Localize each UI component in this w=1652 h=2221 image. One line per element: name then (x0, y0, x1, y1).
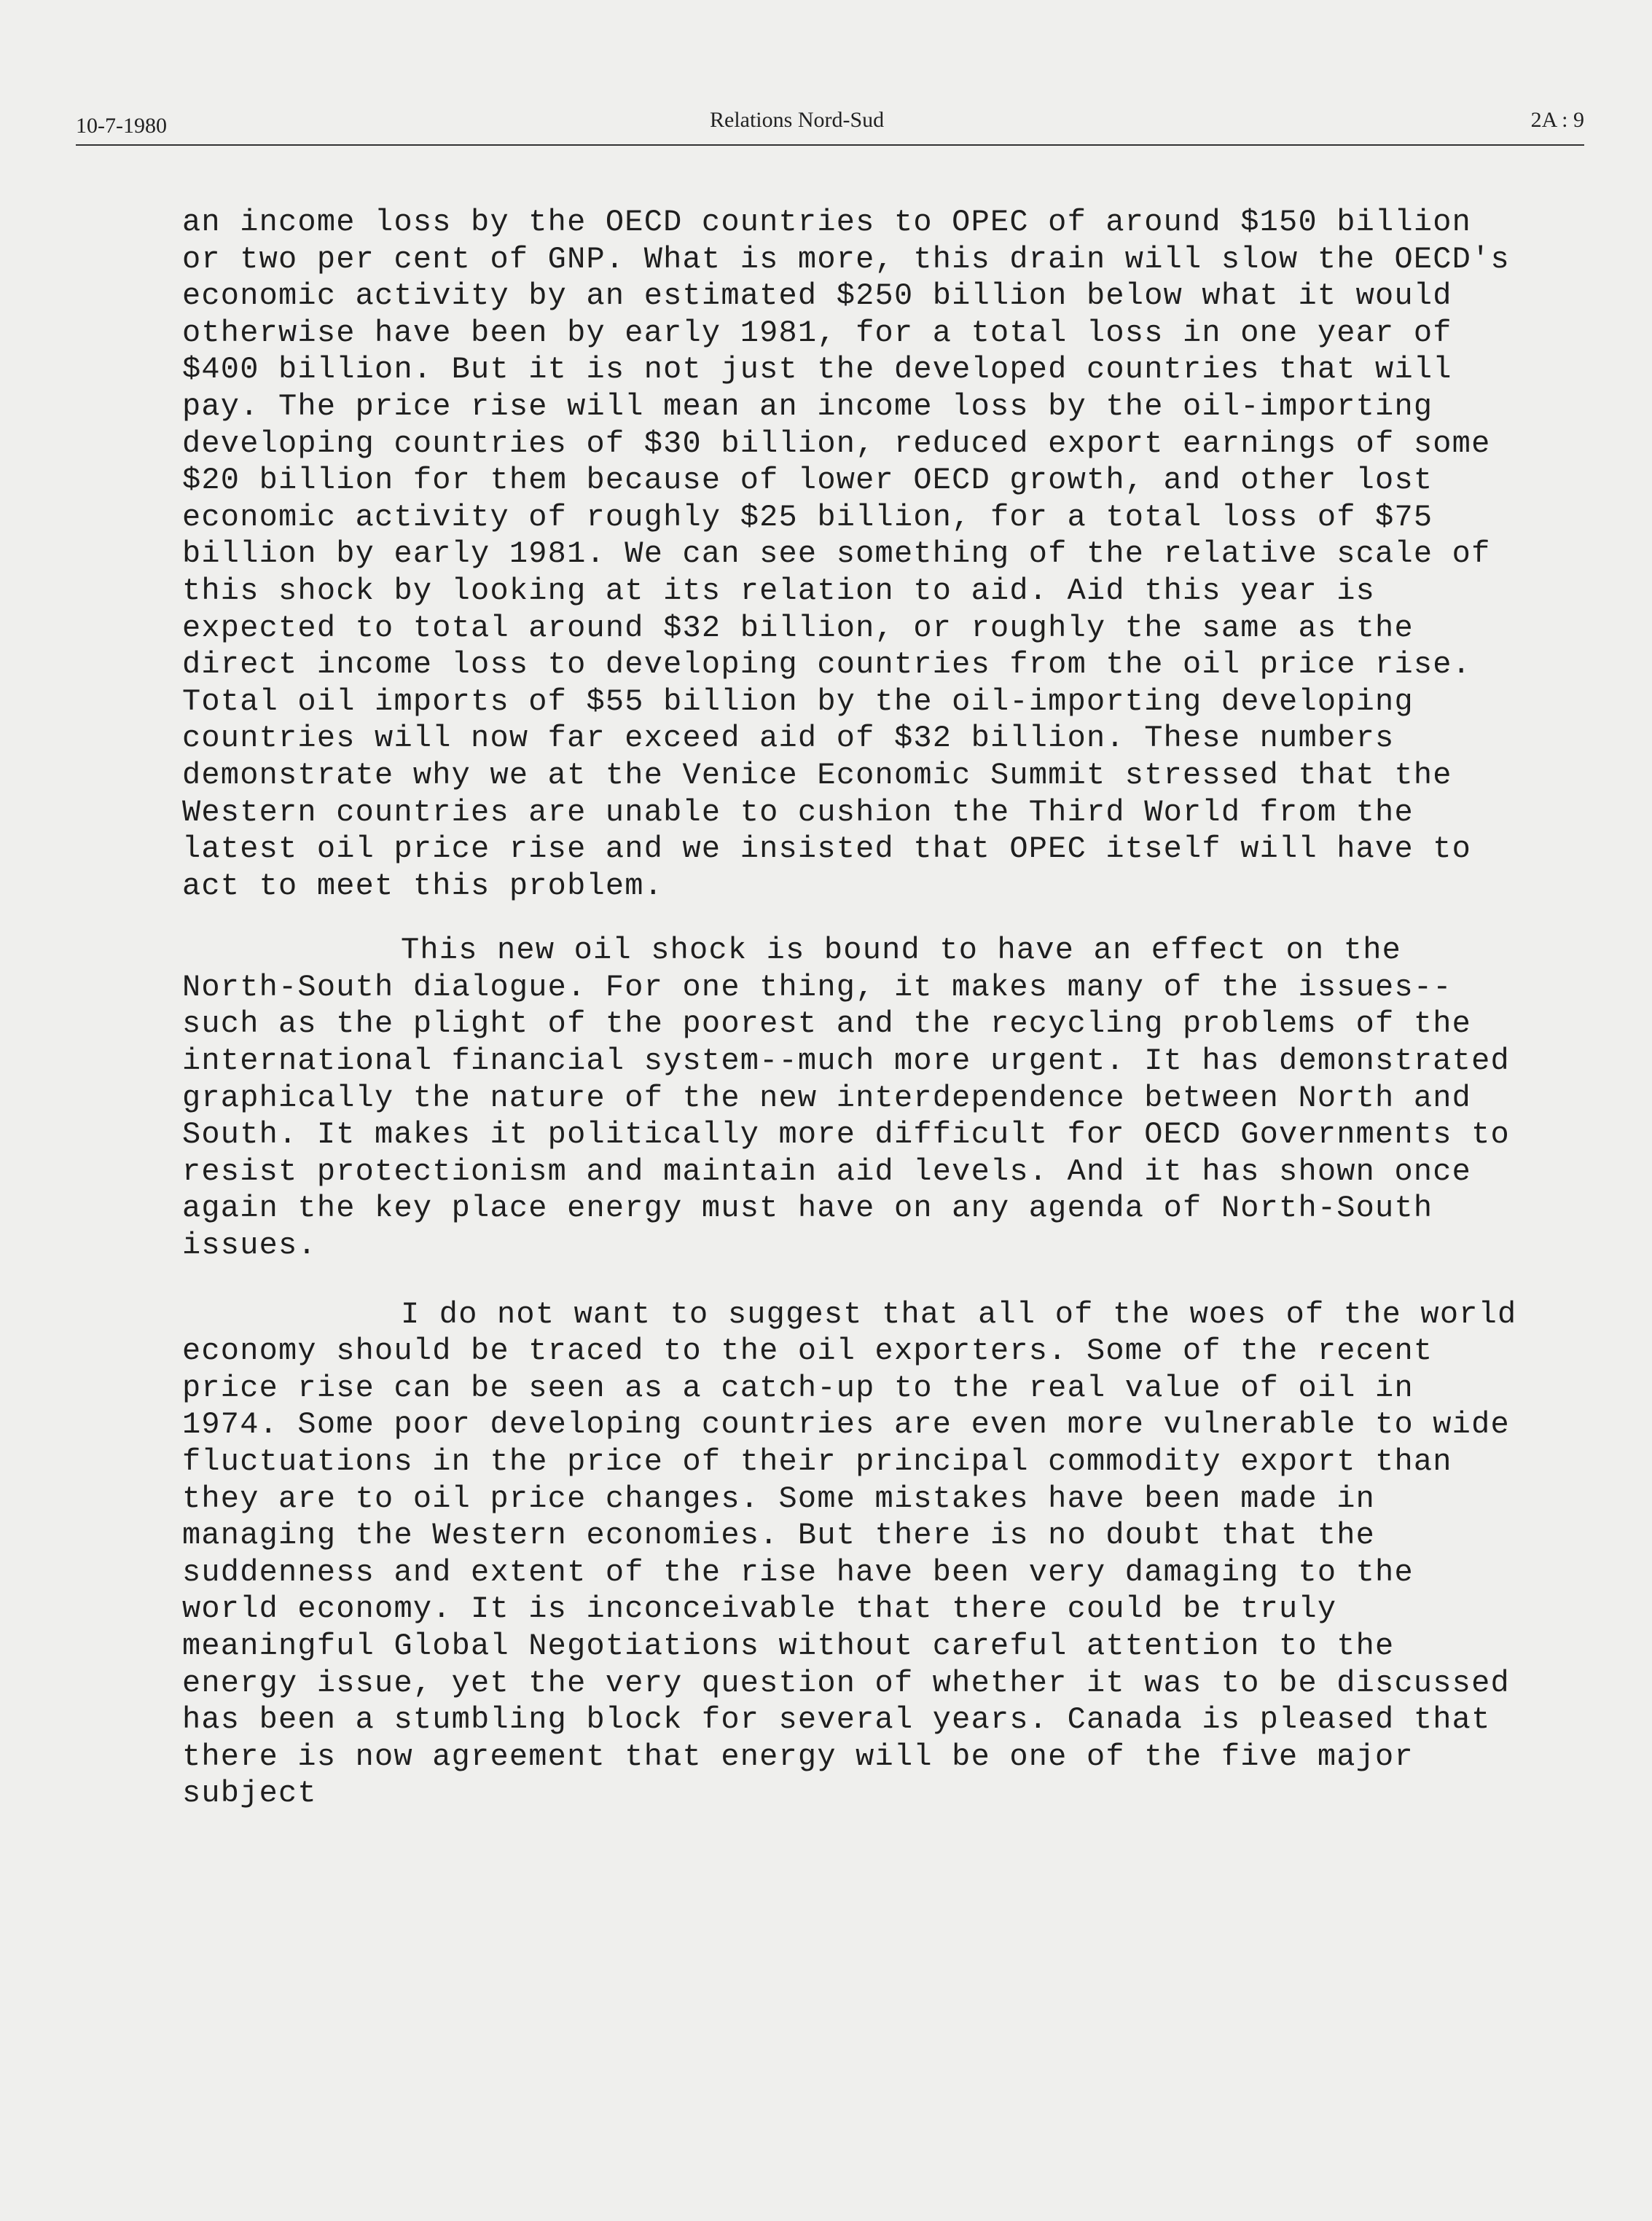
header-title: Relations Nord-Sud (710, 108, 885, 132)
paragraph-1: an income loss by the OECD countries to OPEC of around $150 billion or two per cent of GNP. What is more, this drain will slow the OECD's economic activity by an estimated $250 billion below what it would otherwise have been by early 1981, for a total loss in one year of $400 billion. But it is not just the developed countries that will pay. The price rise will mean an income loss by the oil-importing developing countries of $30 billion, reduced export earnings of some $20 billion for them because of lower OECD growth, and other lost economic activity of roughly $25 billion, for a total loss of $75 billion by early 1981. We can see something of the relative scale of this shock by looking at its relation to aid. Aid this year is expected to total around $32 billion, or roughly the same as the direct income loss to developing countries from the oil price rise. Total oil imports of $55 billion by the oil-importing developing countries will now far exceed aid of $32 billion. These numbers demonstrate why we at the Venice Economic Summit stressed that the Western countries are unable to cushion the Third World from the latest oil price rise and we insisted that OPEC itself will have to act to meet this problem. (182, 205, 1510, 904)
page-header (76, 108, 1584, 146)
body-text (182, 204, 1523, 1812)
paragraph-2: This new oil shock is bound to have an effect on the North-South dialogue. For one thing, it makes many of the issues--such as the plight of the poorest and the recycling problems of the international financial system--much more urgent. It has demonstrated graphically the nature of the new interdependence between North and South. It makes it politically more difficult for OECD Governments to resist protectionism and maintain aid levels. And it has shown once again the key place energy must have on any agenda of North-South issues. (182, 933, 1510, 1264)
header-date: 10-7-1980 (76, 114, 167, 138)
header-page-ref: 2A : 9 (1530, 108, 1584, 132)
paragraph-gap (182, 1264, 1523, 1296)
paragraph-gap (182, 904, 1523, 932)
paragraph-3: I do not want to suggest that all of the woes of the world economy should be traced to the oil exporters. Some of the recent price rise can be seen as a catch-up to the real value of oil in 1974. Some poor developing countries are even more vulnerable to wide fluctuations in the price of their principal commodity export than they are to oil price changes. Some mistakes have been made in managing the Western economies. But there is no doubt that the suddenness and extent of the rise have been very damaging to the world economy. It is inconceivable that there could be truly meaningful Global Negotiations without careful attention to the energy issue, yet the very question of whether it was to be discussed has been a stumbling block for several years. Canada is pleased that there is now agreement that energy will be one of the five major subject (182, 1296, 1517, 1811)
header-rule (76, 144, 1584, 146)
